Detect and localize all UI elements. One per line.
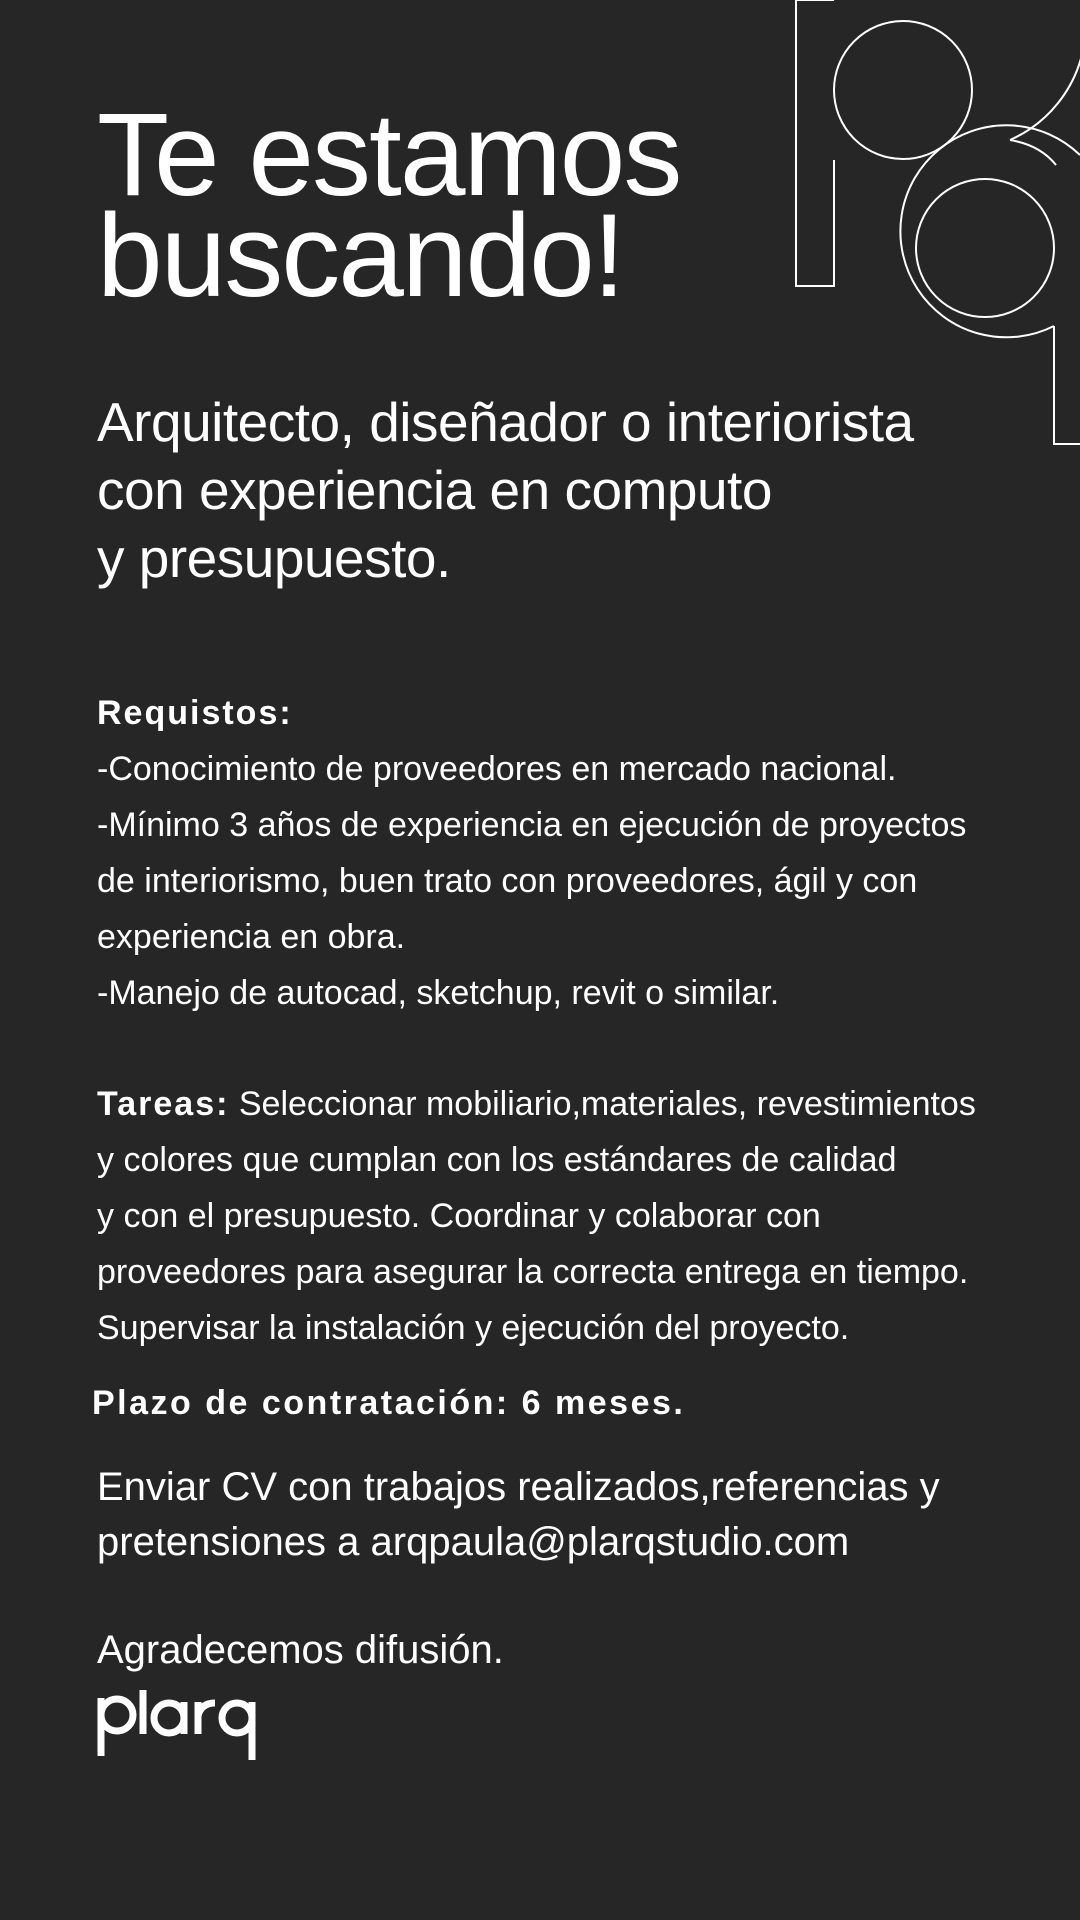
tasks-section (97, 1076, 1057, 1356)
application-instructions (97, 1460, 940, 1570)
job-title (97, 388, 914, 592)
tasks-line: proveedores para asegurar la correcta entrega en tiempo. (97, 1253, 969, 1291)
tasks-text: Seleccionar mobiliario,materiales, revestimientos (229, 1085, 976, 1123)
job-title-line-2: con experiencia en computo (97, 459, 772, 521)
application-line-1: Enviar CV con trabajos realizados,referencias y (97, 1465, 940, 1509)
requirements-heading: Requistos: (97, 694, 293, 732)
headline-line-1: Te estamos (97, 89, 681, 221)
requirement-line: de interiorismo, buen trato con proveedores, ágil y con (97, 862, 918, 900)
tasks-line: Supervisar la instalación y ejecución del proyecto. (97, 1309, 850, 1347)
job-title-line-1: Arquitecto, diseñador o interiorista (97, 391, 914, 453)
tasks-line: y con el presupuesto. Coordinar y colaborar con (97, 1197, 821, 1235)
tasks-line: y colores que cumplan con los estándares de calidad (97, 1141, 897, 1179)
requirement-line: experiencia en obra. (97, 918, 406, 956)
application-line-2: pretensiones a arqpaula@plarqstudio.com (97, 1520, 850, 1564)
contract-term: Plazo de contratación: 6 meses. (92, 1384, 686, 1422)
requirement-line: -Mínimo 3 años de experiencia en ejecución de proyectos (97, 806, 967, 844)
requirement-line: -Conocimiento de proveedores en mercado nacional. (97, 750, 897, 788)
tasks-heading: Tareas: (97, 1085, 230, 1123)
requirement-line: -Manejo de autocad, sketchup, revit o similar. (97, 974, 780, 1012)
job-title-line-3: y presupuesto. (97, 527, 451, 589)
thanks-note: Agradecemos difusión. (97, 1628, 504, 1672)
headline-line-2: buscando! (97, 190, 624, 322)
plarq-logo (97, 1690, 277, 1760)
tasks-first-line (97, 1076, 1057, 1132)
headline (97, 89, 681, 322)
requirements-section (97, 685, 966, 1021)
